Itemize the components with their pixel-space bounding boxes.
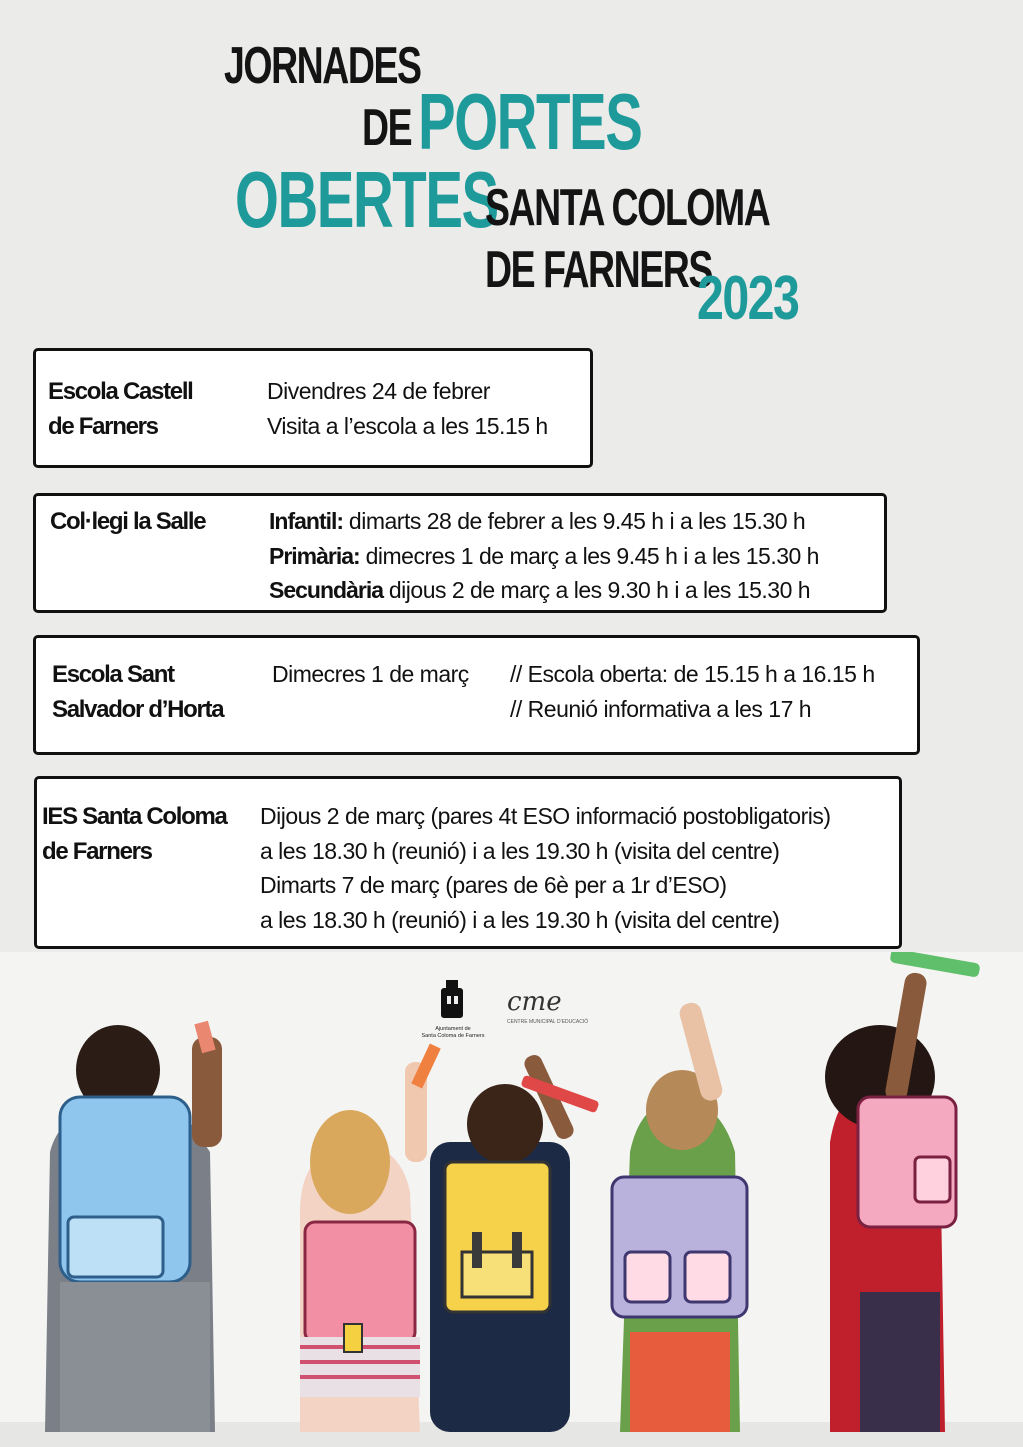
school-name-line: Col·legi la Salle [50,508,206,535]
child-pink-backpack [300,1044,441,1432]
school-name-line: Salvador d’Horta [52,696,224,723]
level-label: Infantil: [269,508,344,534]
title-de: DE [362,99,412,157]
title-jornades: JORNADES [224,37,421,95]
school-name-line: de Farners [48,413,158,440]
school-name-line: de Farners [42,838,152,865]
schedule-line [269,573,819,608]
child-yellow-backpack [430,1052,600,1432]
school-schedule [260,799,831,937]
title-portes: PORTES [418,77,642,166]
title-year: 2023 [697,264,799,333]
schedule-line: Dimarts 7 de març (pares de 6è per a 1r d’ESO) [260,872,727,898]
title-de-farners: DE FARNERS [485,241,712,299]
schedule-line: // Escola oberta: de 15.15 h a 16.15 h [510,661,875,687]
school-name [50,504,205,539]
level-text: dimecres 1 de març a les 9.45 h i a les 15.30 h [359,542,819,569]
level-text: dijous 2 de març a les 9.30 h i a les 15.30 h [383,577,811,603]
schedule-line: a les 18.30 h (reunió) i a les 19.30 h (visita del centre) [260,906,780,933]
school-name-line: IES Santa Coloma [42,803,227,830]
children-illustration [0,952,1023,1447]
school-box-ies [34,776,902,949]
ajuntament-line1: Ajuntament de [435,1026,471,1032]
schedule-line: Divendres 24 de febrer [267,378,490,404]
schedule-line: a les 18.30 h (reunió) i a les 19.30 h (visita del centre) [260,837,780,864]
child-lavender-backpack [612,1001,747,1447]
school-box-la-salle [33,493,887,613]
ajuntament-logo [441,980,463,1018]
school-box-sant-salvador [33,635,920,755]
ajuntament-line2: Santa Coloma de Farners [421,1033,485,1039]
children-photo [0,952,1023,1447]
title-santa-coloma: SANTA COLOMA [485,179,770,237]
level-text: dimarts 28 de febrer a les 9.45 h i a les 15.30 h [343,508,806,534]
school-name [52,657,223,727]
school-box-castell [33,348,593,468]
school-name [48,374,193,444]
level-label: Primària: [269,542,360,569]
schedule-line: Visita a l’escola a les 15.15 h [267,412,548,439]
cme-logo: cme [507,987,562,1017]
schedule-line [269,504,819,539]
level-label: Secundària [269,577,383,603]
school-name-line: Escola Sant [52,661,174,688]
child-pink-backpack-right [825,952,981,1432]
school-schedule [269,504,819,608]
school-name [42,799,227,869]
school-date: Dimecres 1 de març [272,661,469,687]
child-blue-backpack [45,1021,222,1432]
schedule-line: // Reunió informativa a les 17 h [510,695,812,722]
schedule-line: Dijous 2 de març (pares 4t ESO informació postobligatoris) [260,803,831,829]
cme-subtitle: CENTRE MUNICIPAL D’EDUCACIÓ [507,1019,589,1025]
title-obertes: OBERTES [235,155,498,244]
school-schedule [510,657,875,726]
schedule-line [269,539,819,574]
school-name-line: Escola Castell [48,378,193,405]
school-schedule [267,374,548,443]
